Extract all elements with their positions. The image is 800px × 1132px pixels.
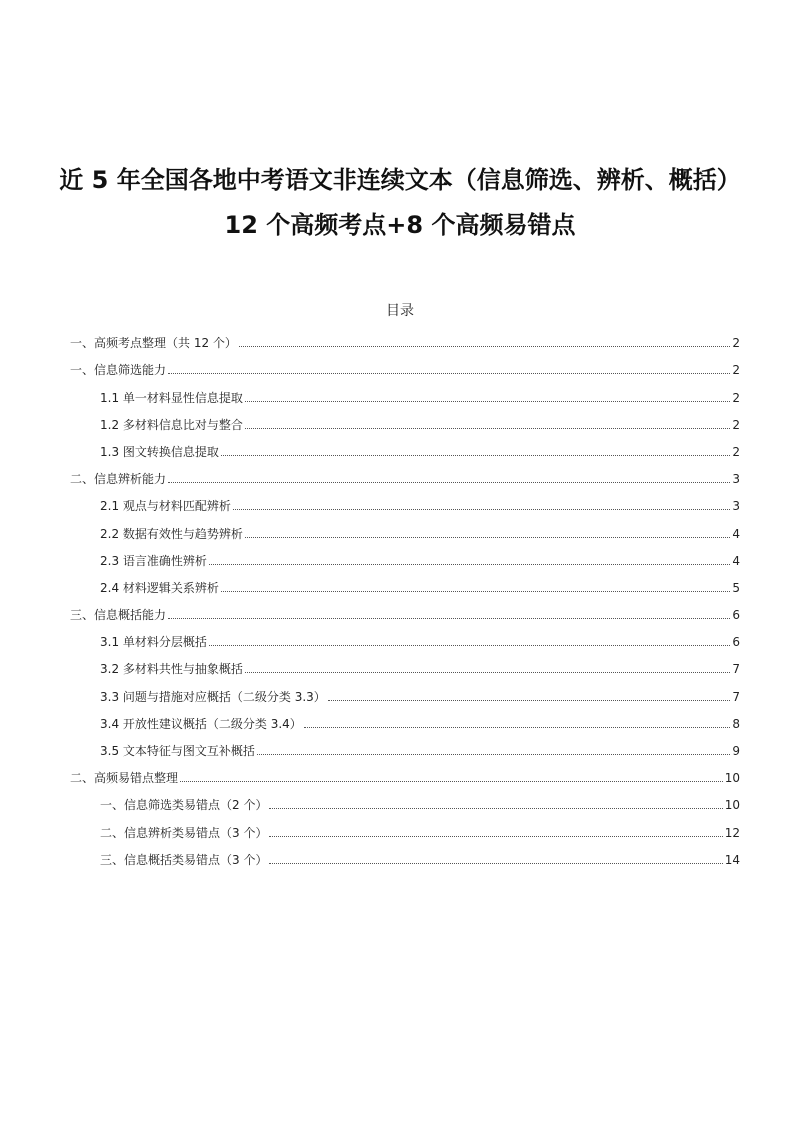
toc-entry[interactable]	[70, 596, 740, 623]
toc-leader-dots	[221, 454, 730, 456]
toc-entry-page-number: 7	[732, 689, 740, 704]
toc-leader-dots	[257, 753, 730, 755]
toc-leader-dots	[269, 862, 722, 864]
toc-entry[interactable]	[70, 705, 740, 732]
toc-entry[interactable]	[70, 406, 740, 433]
toc-entry-label: 二、高频易错点整理	[70, 771, 179, 786]
toc-entry[interactable]	[70, 650, 740, 677]
toc-entry-label: 3.5 文本特征与图文互补概括	[100, 744, 255, 758]
toc-entry-page-number: 3	[732, 499, 740, 514]
toc-entry-label: 一、信息筛选类易错点（2 个）	[100, 798, 268, 813]
toc-leader-dots	[245, 671, 730, 673]
toc-leader-dots	[209, 563, 730, 565]
toc-leader-dots	[233, 508, 730, 510]
toc-entry-label: 1.1 单一材料显性信息提取	[100, 390, 243, 405]
toc-entry-page-number: 6	[732, 635, 740, 650]
toc-entry-page-number: 2	[732, 390, 740, 405]
toc-leader-dots	[239, 345, 730, 347]
toc-entry[interactable]	[70, 813, 740, 840]
toc-entry-label: 二、信息辨析类易错点（3 个）	[100, 825, 268, 840]
toc-entry-label: 2.3 语言准确性辨析	[100, 553, 207, 568]
toc-entry-page-number: 12	[724, 825, 740, 840]
toc-entry[interactable]	[70, 351, 740, 378]
toc-entry-page-number: 14	[724, 852, 740, 867]
toc-entry-page-number: 2	[732, 336, 740, 351]
toc-entry-label: 3.1 单材料分层概括	[100, 635, 207, 650]
toc-entry-label: 2.4 材料逻辑关系辨析	[100, 580, 219, 595]
toc-entry[interactable]	[70, 433, 740, 460]
toc-entry[interactable]	[70, 460, 740, 487]
toc-entry[interactable]	[70, 677, 740, 704]
toc-entry-label: 二、信息辨析能力	[70, 472, 167, 487]
toc-entry-page-number: 2	[732, 417, 740, 432]
toc-entry-page-number: 5	[732, 580, 740, 595]
toc-entry-page-number: 8	[732, 716, 740, 731]
toc-entry[interactable]	[70, 542, 740, 569]
toc-leader-dots	[245, 427, 730, 429]
toc-leader-dots	[168, 372, 730, 374]
toc-entry-page-number: 6	[732, 608, 740, 623]
toc-leader-dots	[168, 617, 730, 619]
toc-leader-dots	[269, 835, 722, 837]
toc-heading: 目录	[386, 303, 414, 319]
toc-entry-page-number: 2	[732, 444, 740, 459]
toc-leader-dots	[269, 807, 722, 809]
toc-leader-dots	[180, 780, 723, 782]
toc-entry-label: 1.3 图文转换信息提取	[100, 444, 219, 459]
toc-entry-page-number: 3	[732, 472, 740, 487]
toc-entry-label: 3.3 问题与措施对应概括（二级分类 3.3）	[100, 689, 326, 704]
toc-entry-label: 2.1 观点与材料匹配辨析	[100, 499, 231, 514]
toc-entry[interactable]	[70, 732, 740, 759]
toc-entry-label: 三、信息概括能力	[70, 608, 167, 623]
toc-entry-page-number: 4	[732, 553, 740, 568]
toc-entry-page-number: 10	[724, 771, 740, 786]
toc-leader-dots	[168, 481, 730, 483]
toc-entry-label: 3.2 多材料共性与抽象概括	[100, 662, 243, 677]
toc-entry-label: 3.4 开放性建议概括（二级分类 3.4）	[100, 716, 302, 731]
toc-entry-page-number: 10	[724, 798, 740, 813]
toc-entry[interactable]	[70, 759, 740, 786]
document-title-line-1: 近 5 年全国各地中考语文非连续文本（信息筛选、辨析、概括）	[59, 166, 741, 194]
toc-entry-label: 一、信息筛选能力	[70, 363, 167, 378]
toc-entry[interactable]	[70, 487, 740, 514]
toc-leader-dots	[304, 726, 730, 728]
toc-leader-dots	[245, 400, 730, 402]
toc-entry-page-number: 4	[732, 526, 740, 541]
toc-leader-dots	[245, 536, 730, 538]
toc-entry[interactable]	[70, 841, 740, 868]
toc-entry-page-number: 7	[732, 662, 740, 677]
toc-entry[interactable]	[70, 324, 740, 351]
toc-entry-label: 1.2 多材料信息比对与整合	[100, 417, 243, 432]
toc-entry[interactable]	[70, 786, 740, 813]
toc-entry-label: 三、信息概括类易错点（3 个）	[100, 852, 268, 867]
toc-entry[interactable]	[70, 378, 740, 405]
toc-entry[interactable]	[70, 569, 740, 596]
toc-entry-page-number: 9	[732, 744, 740, 758]
toc-leader-dots	[221, 590, 730, 592]
toc-leader-dots	[209, 644, 730, 646]
toc-entry-label: 2.2 数据有效性与趋势辨析	[100, 526, 243, 541]
toc-entry-page-number: 2	[732, 363, 740, 378]
document-title-line-2: 12 个高频考点+8 个高频易错点	[224, 211, 576, 239]
toc-leader-dots	[328, 699, 730, 701]
toc-entry[interactable]	[70, 514, 740, 541]
table-of-contents	[70, 324, 740, 868]
toc-entry[interactable]	[70, 623, 740, 650]
toc-entry-label: 一、高频考点整理（共 12 个）	[70, 336, 237, 351]
